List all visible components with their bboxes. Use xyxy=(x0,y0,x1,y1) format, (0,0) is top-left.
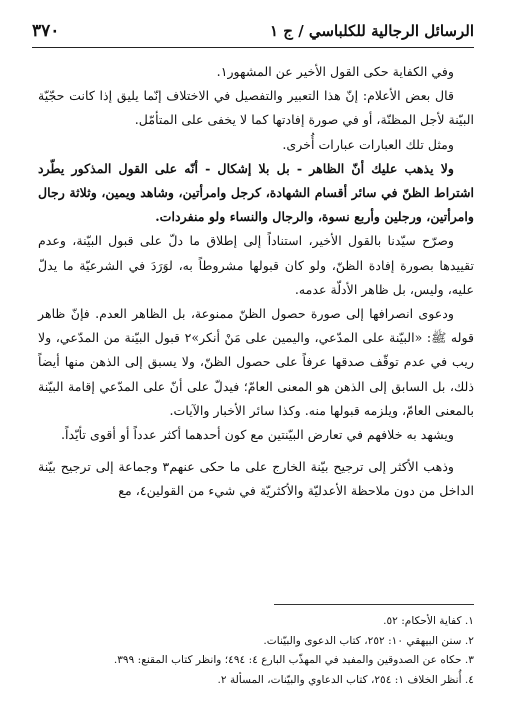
paragraph: ولا يذهب عليك أنّ الظاهر - بل بلا إشكال - أنّه على القول المذكور يطّرد اشتراط الظنّ في سائر أقسام الشهادة، كرجل وامرأتين، وشاهد ويمين، وثلاثة رجال وامرأتين، ورجلين وأربع نسوة، والرجال والنساء ولو منفردات. xyxy=(38,160,474,225)
paragraph: وذهب الأكثر إلى ترجيح بيّنة الخارج على ما حكى عنهم٣ وجماعة إلى ترجيح بيّنة الداخل من دون ملاحظة الأعدليّة والأكثريّة في شيء من القولين٤، مع xyxy=(38,459,474,499)
footnote: ٣. حكاه عن الصدوقين والمفيد في المهذّب البارع ٤: ٤٩٤؛ وانظر كتاب المقنع: ٣٩٩. xyxy=(113,654,474,666)
page-header xyxy=(32,18,474,44)
footnotes xyxy=(38,612,474,690)
paragraph: قال بعض الأعلام: إنّ هذا التعبير والتفصيل في الاختلاف إنّما يليق إذا كانت حجّيّة البيّنة لأجل المظنّة، أو في صورة إفادتها كما لا يخفى على المتأمّل. xyxy=(38,88,474,128)
main-text xyxy=(38,60,474,504)
paragraph: ويشهد به خلافهم في تعارض البيّنتين مع كون أحدهما أكثر عدداً أو أقوى تأيّداً. xyxy=(61,427,454,443)
page-number: ٣٧٠ xyxy=(32,21,60,41)
paragraph: وصرّح سيّدنا بالقول الأخير، استناداً إلى إطلاق ما دلّ على قبول البيّنة، وعدم تقييدها بصورة إفادة الظنّ، ولو كان قبولها مشروطاً به، لوَرَدَ في الشرعيّة ما يدلّ عليه، وليس، بل ظاهر الأدلّة عدمه. xyxy=(38,233,474,297)
footnote: ١. كفاية الأحكام: ٥٢. xyxy=(383,615,474,627)
footnote: ٤. أُنظر الخلاف ١: ٢٥٤، كتاب الدعاوي والبيّنات، المسألة ٢. xyxy=(217,673,474,686)
paragraph: وفي الكفاية حكى القول الأخير عن المشهور١. xyxy=(216,64,454,79)
footnote: ٢. سنن البيهقي ١٠: ٢٥٢، كتاب الدعوى والبيّنات. xyxy=(263,634,474,647)
header-rule xyxy=(32,47,474,48)
footnote-rule xyxy=(274,604,474,605)
running-title: الرسائل الرجالية للكلباسي / ج ١ xyxy=(270,22,474,40)
paragraph: ودعوى انصرافها إلى صورة حصول الظنّ ممنوعة، بل الظاهر العدم. فإنّ ظاهر قوله ﷺ: «البيّنة على المدّعي، واليمين على مَنْ أنكر»٢ قبول البيّنة من المدّعي، ولا ريب في عدم توقّف صدقها عرفاً على حصول الظنّ، ولا يسبق إلى الذهن منها أيضاً ذلك، بل السابق إلى الذهن هو المعنى العامّ؛ فيدلّ على أنّ على المدّعي إقامة البيّنة بالمعنى العامّ، ويلزمه قبولها منه. وكذا سائر الأخبار والآيات. xyxy=(38,306,474,418)
paragraph: ومثل تلك العبارات عبارات أُخرى. xyxy=(282,136,454,152)
